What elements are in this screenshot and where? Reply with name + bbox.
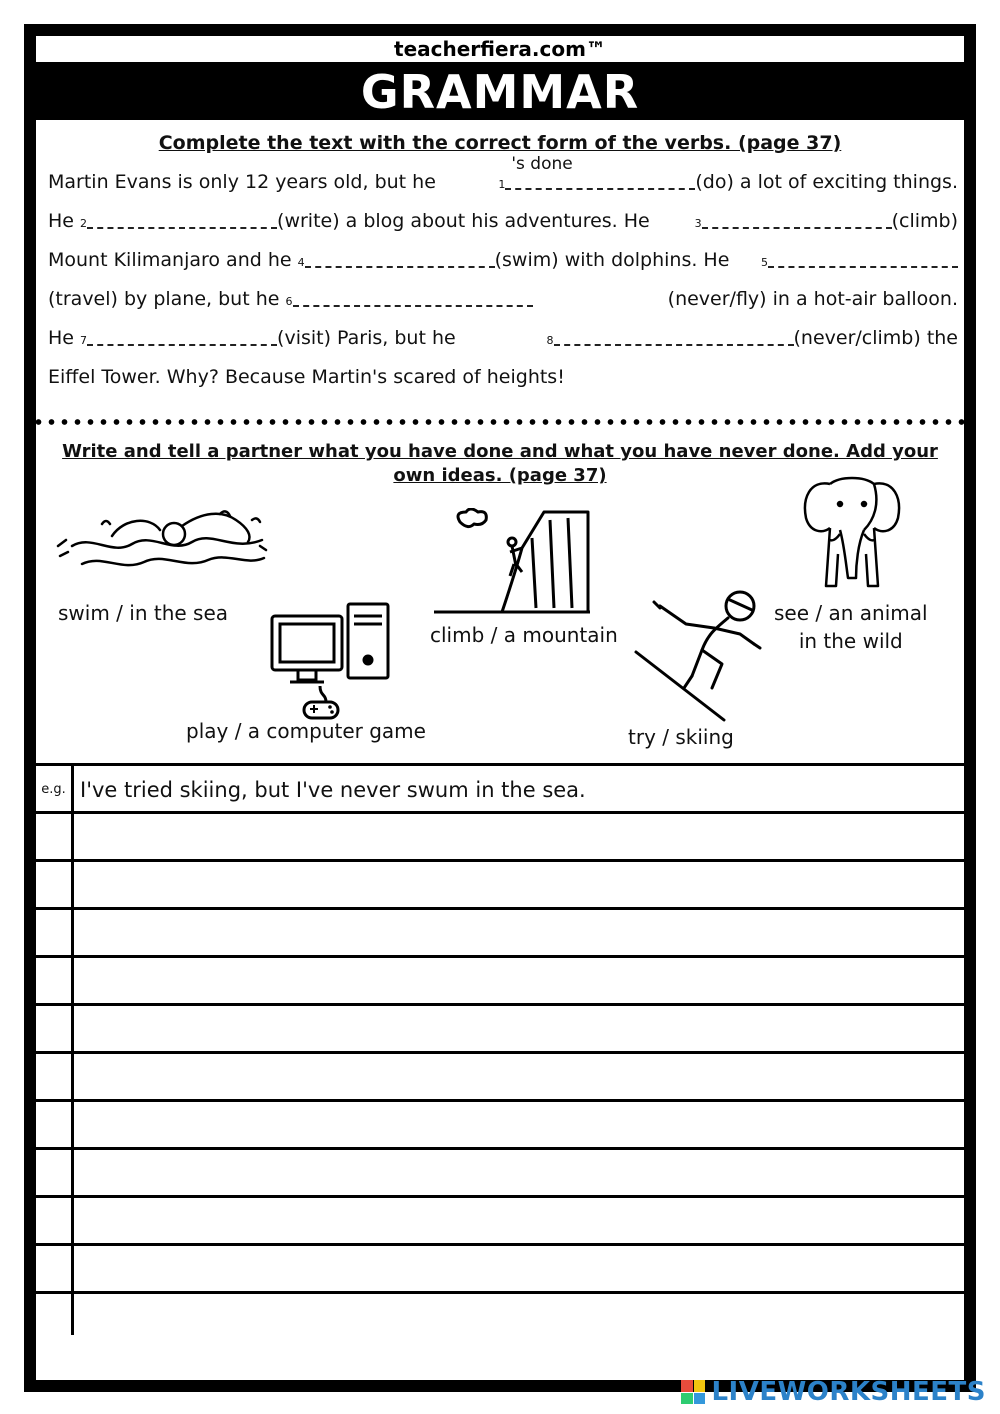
answer-input[interactable] — [74, 1246, 964, 1291]
answer-row — [36, 1051, 964, 1099]
answer-table — [36, 763, 964, 1335]
climber-icon — [432, 508, 592, 614]
answer-row — [36, 955, 964, 1003]
gap-8-input[interactable] — [554, 322, 794, 346]
answer-input[interactable] — [74, 1006, 964, 1051]
gap-2-input[interactable] — [87, 205, 277, 229]
text-line: He 2 (write) a blog about his adventures. He 3 (climb) — [48, 202, 958, 241]
example-label: e.g. — [36, 766, 74, 811]
skier-icon — [630, 588, 766, 724]
gap-1-input[interactable] — [505, 154, 695, 190]
gap-1-answer: 's done — [511, 154, 573, 174]
answer-row — [36, 811, 964, 859]
gap-4-input[interactable] — [305, 244, 495, 268]
answer-input[interactable] — [74, 1054, 964, 1099]
gap-3-input[interactable] — [702, 205, 892, 229]
answer-row — [36, 907, 964, 955]
swimmer-icon — [52, 506, 274, 584]
page-title: GRAMMAR — [36, 62, 964, 120]
answer-input[interactable] — [74, 910, 964, 955]
exercise1-instruction: Complete the text with the correct form of the verbs. (page 37) — [158, 132, 842, 154]
answer-input[interactable] — [74, 958, 964, 1003]
liveworksheets-brand — [681, 1378, 986, 1406]
text-line: Mount Kilimanjaro and he 4 (swim) with dolphins. He 5 — [48, 241, 958, 280]
text-line: He 7 (visit) Paris, but he 8 (never/climb) the — [48, 319, 958, 358]
answer-input[interactable] — [74, 1102, 964, 1147]
gap-6-input[interactable] — [293, 283, 533, 307]
answer-row — [36, 1243, 964, 1291]
answer-input[interactable] — [74, 814, 964, 859]
answer-input[interactable] — [74, 1294, 964, 1335]
site-name: teacherfiera.com™ — [394, 37, 606, 61]
caption-swim: swim / in the sea — [58, 601, 229, 625]
exercise2-instruction: Write and tell a partner what you have done and what you have never done. Add your own ideas. (page 37) — [62, 441, 938, 486]
text-line: Eiffel Tower. Why? Because Martin's scared of heights! — [48, 366, 565, 388]
answer-input[interactable] — [74, 1198, 964, 1243]
text-line: (travel) by plane, but he 6 (never/fly) in a hot-air balloon. — [48, 280, 958, 319]
dotted-divider — [32, 418, 968, 426]
answer-row — [36, 859, 964, 907]
text-line: Martin Evans is only 12 years old, but he 1 's done (do) a lot of exciting things. — [48, 154, 958, 193]
answer-input[interactable] — [74, 862, 964, 907]
gap-7-input[interactable] — [87, 322, 277, 346]
answer-row — [36, 1195, 964, 1243]
gap-number: 1 — [498, 178, 506, 191]
answer-input[interactable] — [74, 1150, 964, 1195]
liveworksheets-logo-icon — [681, 1380, 705, 1404]
answer-row — [36, 1099, 964, 1147]
caption-climb: climb / a mountain — [430, 623, 618, 647]
caption-ski: try / skiing — [628, 725, 734, 749]
example-sentence: I've tried skiing, but I've never swum in the sea. — [80, 778, 586, 802]
example-row — [36, 763, 964, 811]
caption-game: play / a computer game — [186, 719, 426, 743]
answer-row — [36, 1003, 964, 1051]
computer-icon — [268, 602, 394, 722]
gap-5-input[interactable] — [768, 244, 958, 268]
exercise1-text — [48, 154, 958, 397]
answer-row — [36, 1147, 964, 1195]
caption-animal: see / an animal in the wild — [774, 601, 928, 653]
brand-text: LIVEWORKSHEETS — [711, 1377, 986, 1407]
elephant-icon — [800, 474, 904, 596]
answer-row — [36, 1291, 964, 1335]
